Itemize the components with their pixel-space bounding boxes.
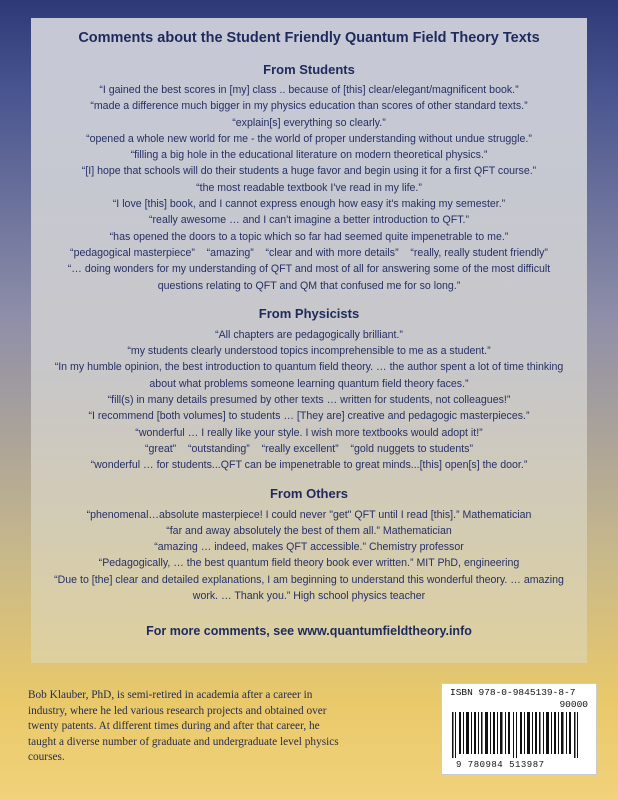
students-heading: From Students: [263, 62, 355, 77]
ean-number: 9 780984 513987: [456, 760, 545, 770]
student-quote: “opened a whole new world for me - the world of proper understanding without undue struggle.”: [86, 132, 532, 145]
barcode-bars: [450, 712, 588, 758]
other-quote: “Due to [the] clear and detailed explanations, I am beginning to understand this wonderful theory. … amazing work. … Thank you.” High school physics teacher: [54, 573, 564, 603]
student-quote: “… doing wonders for my understanding of QFT and most of all for answering some of the most difficult questions relating to QFT and QM that confused me for so long.”: [67, 263, 551, 292]
barcode: [441, 683, 597, 775]
physicist-quote: “fill(s) in many details presumed by other texts … written for students, not colleagues!”: [107, 394, 511, 407]
other-quote: “phenomenal…absolute masterpiece! I could never "get" QFT until I read [this].” Mathematician: [86, 508, 532, 521]
physicist-quote: “All chapters are pedagogically brilliant.”: [215, 328, 403, 341]
physicists-quotes: [31, 327, 587, 474]
physicist-quote: “great” “outstanding” “really excellent” “gold nuggets to students”: [145, 442, 473, 455]
other-quote: “Pedagogically, … the best quantum field theory book ever written.” MIT PhD, engineering: [98, 557, 520, 570]
student-quote: “has opened the doors to a topic which so far had seemed quite impenetrable to me.”: [109, 230, 509, 243]
author-bio: Bob Klauber, PhD, is semi-retired in academia after a career in industry, where he led various research projects and obtained over twenty patents. At different times during and after that career, he taught a diverse number of graduate and undergraduate level physics courses.: [28, 689, 339, 763]
price-code: 90000: [559, 699, 588, 710]
others-quotes: [31, 507, 587, 605]
page-title: Comments about the Student Friendly Quantum Field Theory Texts: [78, 30, 540, 46]
student-quote: “[I] hope that schools will do their students a huge favor and begin using it for a first QFT course.”: [81, 165, 537, 178]
student-quote: “made a difference much bigger in my physics education than scores of other standard texts.”: [90, 100, 528, 113]
physicist-quote: “my students clearly understood topics incomprehensible to me as a student.”: [127, 345, 491, 358]
students-quotes: [31, 82, 587, 294]
other-quote: “far and away absolutely the best of them all.” Mathematician: [166, 524, 452, 537]
physicist-quote: “wonderful … for students...QFT can be impenetrable to great minds...[this] open[s] the door.”: [90, 459, 528, 472]
others-heading: From Others: [269, 485, 348, 501]
physicists-heading: From Physicists: [258, 305, 360, 321]
student-quote: “I gained the best scores in [my] class .. because of [this] clear/elegant/magnificent book.”: [99, 84, 519, 96]
student-quote: “I love [this] book, and I cannot express enough how easy it's making my semester.”: [112, 198, 506, 211]
physicist-quote: “I recommend [both volumes] to students … [They are] creative and pedagogic masterpieces.”: [88, 410, 530, 423]
comments-panel: [31, 18, 587, 663]
isbn-text: ISBN 978-0-9845139-8-7: [450, 687, 576, 698]
student-quote: “really awesome … and I can't imagine a better introduction to QFT.”: [149, 214, 469, 227]
physicist-quote: “wonderful … I really like your style. I wish more textbooks would adopt it!”: [135, 426, 483, 439]
other-quote: “amazing … indeed, makes QFT accessible.” Chemistry professor: [154, 541, 464, 554]
student-quote: “the most readable textbook I've read in my life.”: [196, 181, 422, 194]
more-comments-link[interactable]: For more comments, see www.quantumfieldtheory.info: [146, 624, 472, 639]
student-quote: “explain[s] everything so clearly.”: [232, 116, 386, 129]
student-quote: “pedagogical masterpiece” “amazing” “clear and with more details” “really, really student friendly”: [70, 246, 548, 259]
student-quote: “filling a big hole in the educational literature on modern theoretical physics.”: [130, 149, 488, 162]
physicist-quote: “In my humble opinion, the best introduction to quantum field theory. … the author spent a lot of time thinking about what problems someone learning quantum field theory faces.”: [54, 361, 564, 390]
